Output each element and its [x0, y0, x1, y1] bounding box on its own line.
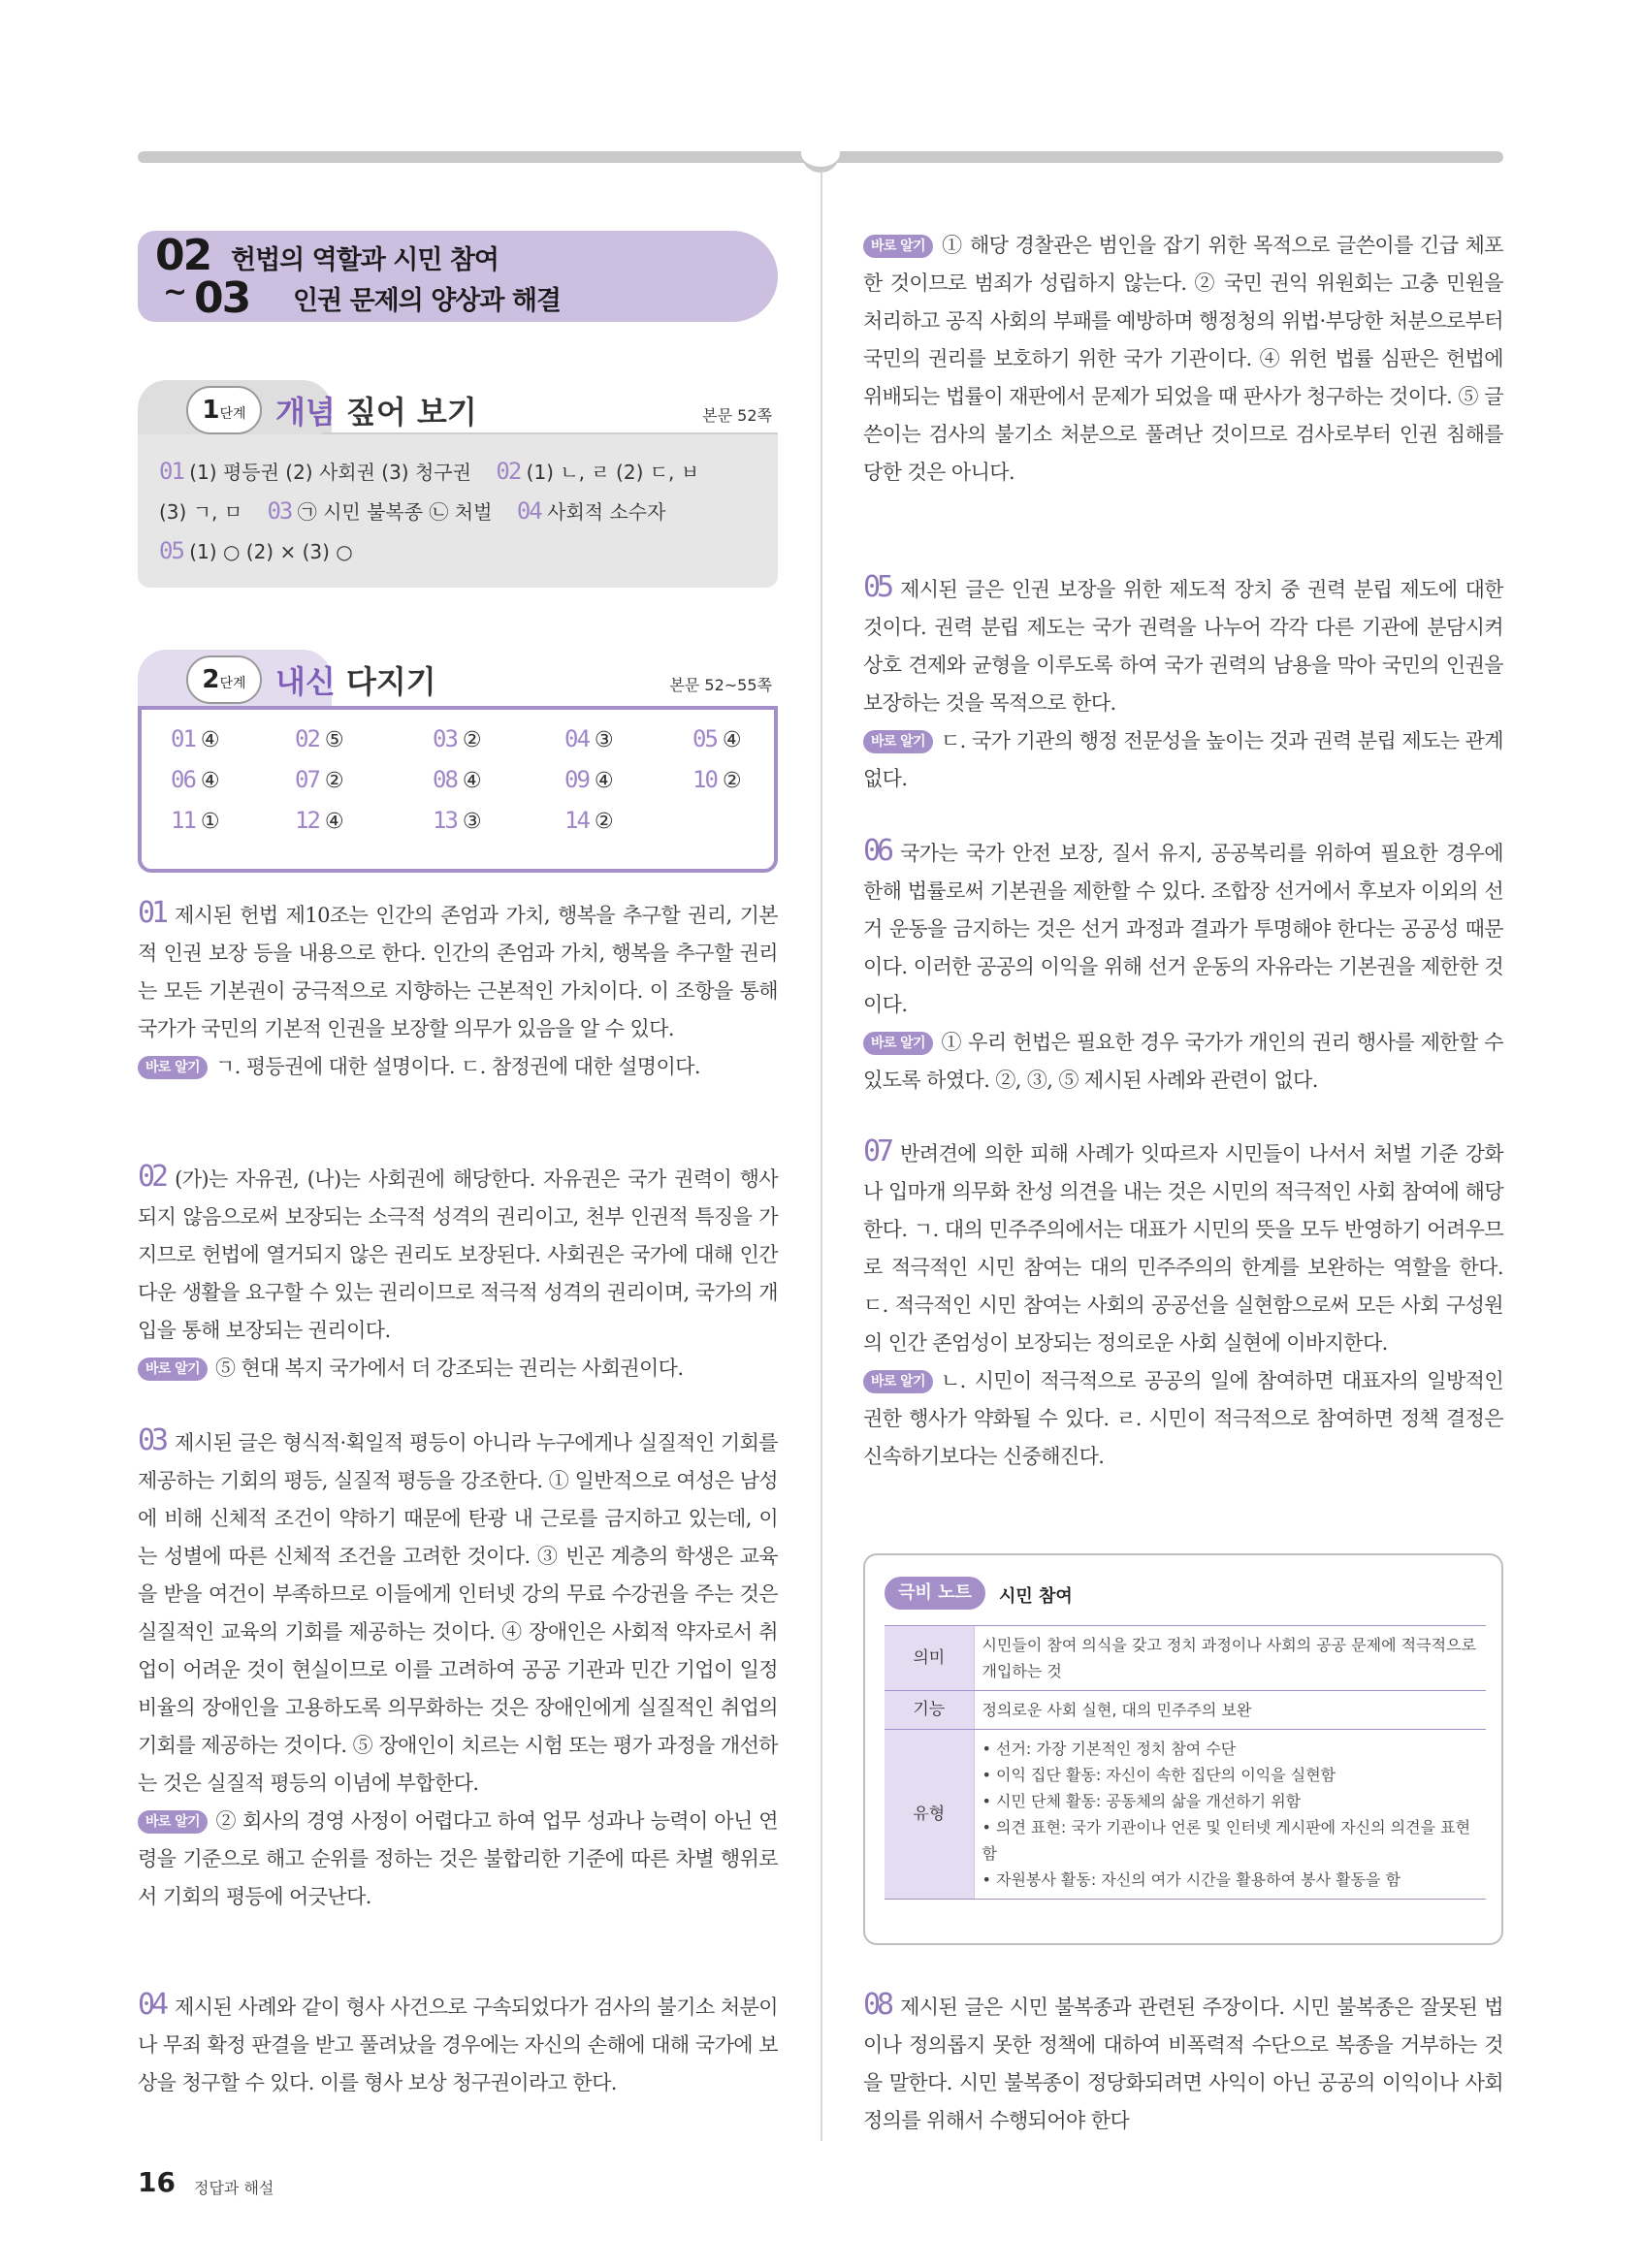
answer-number: 09	[564, 766, 589, 793]
stage1-line-1	[159, 452, 757, 492]
answer-number: 12	[295, 807, 319, 834]
stage2-title: 내신 다지기	[275, 663, 436, 700]
explanation-text: (가)는 자유권, (나)는 사회권에 해당한다. 자유권은 국가 권력이 행사되지 않음으로써 보장되는 소극적 성격의 권리이고, 천부 인권적 특징을 가지므로 헌법에 열거되지 않은 권리도 보장된다. 사회권은 국가에 대해 인간다운 생활을 요구할 수 있는 권리이므로 적극적 성격의 권리이며, 국가의 개입을 통해 보장되는 권리이다.	[138, 1167, 778, 1342]
note-row-meaning	[885, 1626, 1486, 1691]
answer-number: 04	[564, 725, 589, 752]
correction-text: ② 회사의 경영 사정이 어렵다고 하여 업무 성과나 능력이 아닌 연령을 기준으로 해고 순위를 정하는 것은 불합리한 기준에 따른 차별 행위로서 기회의 평등에 어긋난다.	[138, 1809, 778, 1908]
question-number: 01	[138, 896, 166, 930]
answer-grid-row	[171, 766, 772, 807]
stage1-page-ref: 본문 52쪽	[702, 406, 772, 425]
stage1-answers	[138, 434, 778, 588]
answer-cell	[295, 725, 344, 752]
answer-number: 08	[433, 766, 457, 793]
note-title: 시민 참여	[999, 1586, 1073, 1607]
chapter-title-bottom: 인권 문제의 양상과 해결	[293, 286, 562, 316]
explanation-text: 제시된 글은 인권 보장을 위한 제도적 장치 중 권력 분립 제도에 대한 것이다. 권력 분립 제도는 국가 권력을 나누어 각각 다른 기관에 분담시켜 상호 견제와 균형을 이루도록 하여 국가 권력의 남용을 막아 국민의 인권을 보장하는 것을 목적으로 한다.	[863, 578, 1503, 715]
answer-cell	[295, 807, 344, 834]
explanation-text: 국가는 국가 안전 보장, 질서 유지, 공공복리를 위하여 필요한 경우에 한해 법률로써 기본권을 제한할 수 있다. 조합장 선거에서 후보자 이외의 선거 운동을 금지하는 것은 선거 과정과 결과가 투명해야 한다는 공공성 때문이다. 이러한 공공의 이익을 위해 선거 운동의 자유라는 기본권을 제한한 것이다.	[863, 842, 1503, 1016]
answer-choice: ③	[462, 810, 482, 834]
note-row-key: 기능	[885, 1691, 974, 1730]
explanation-text: 제시된 사례와 같이 형사 사건으로 구속되었다가 검사의 불기소 처분이나 무죄 확정 판결을 받고 풀려났을 경우에는 자신의 손해에 대해 국가에 보상을 청구할 수 있다. 이를 형사 보상 청구권이라고 한다.	[138, 1996, 778, 2094]
answer-number: 11	[171, 807, 195, 834]
answer-number: 06	[171, 766, 195, 793]
answer-number: 07	[295, 766, 319, 793]
question-number: 04	[138, 1988, 166, 2022]
correct-know-badge: 바로 알기	[863, 730, 933, 753]
answer-choice: ②	[594, 810, 614, 834]
stage1-concept-review	[138, 380, 778, 588]
answer-text: (1) ㄴ, ㄹ (2) ㄷ, ㅂ	[526, 461, 700, 484]
chapter-header	[138, 231, 778, 322]
note-list-item: • 자원봉사 활동: 자신의 여가 시간을 활용하여 봉사 활동을 함	[982, 1870, 1401, 1889]
question-number: 05	[863, 570, 891, 604]
chapter-tilde: ~	[163, 275, 186, 309]
answer-choice: ④	[594, 769, 614, 793]
secret-note-box	[863, 1553, 1503, 1945]
answer-choice: ②	[722, 769, 742, 793]
top-rule-notch	[801, 147, 840, 173]
explanation-04-continued	[863, 227, 1503, 492]
answer-number: 10	[692, 766, 717, 793]
answer-text: (3) ㄱ, ㅁ	[159, 500, 243, 524]
answer-choice: ②	[324, 769, 344, 793]
note-list-item: • 선거: 가장 기본적인 정치 참여 수단	[982, 1740, 1237, 1758]
note-row-value: 정의로운 사회 실현, 대의 민주주의 보완	[974, 1691, 1486, 1730]
stage1-title: 개념 짚어 보기	[275, 394, 477, 431]
answer-cell	[564, 807, 614, 834]
stage2-level-badge: 2단계	[186, 655, 262, 704]
answer-number: 14	[564, 807, 589, 834]
correct-know-badge: 바로 알기	[138, 1810, 208, 1834]
explanation-02	[138, 1158, 778, 1388]
stage2-page-ref: 본문 52~55쪽	[669, 676, 772, 694]
answer-number: 03	[433, 725, 457, 752]
answer-cell	[433, 725, 482, 752]
explanation-05	[863, 568, 1503, 798]
page-number: 16	[138, 2166, 176, 2198]
answer-choice: ④	[200, 728, 220, 752]
answer-choice: ③	[594, 728, 614, 752]
note-list-item: • 의견 표현: 국가 기관이나 언론 및 인터넷 게시판에 자신의 의견을 표현함	[982, 1818, 1471, 1863]
answer-choice: ②	[462, 728, 482, 752]
note-list-item: • 시민 단체 활동: 공동체의 삶을 개선하기 위함	[982, 1792, 1302, 1810]
question-number: 06	[863, 834, 891, 868]
answer-number: 04	[516, 497, 541, 525]
answer-number: 01	[159, 458, 183, 485]
answer-cell	[692, 725, 742, 752]
question-number: 02	[138, 1160, 166, 1194]
explanation-07	[863, 1133, 1503, 1476]
page-label: 정답과 해설	[194, 2179, 274, 2197]
correct-know-badge: 바로 알기	[863, 1032, 933, 1055]
explanation-04	[138, 1986, 778, 2102]
answer-cell	[564, 725, 614, 752]
explanation-text: 제시된 글은 시민 불복종과 관련된 주장이다. 시민 불복종은 잘못된 법이나 정의롭지 못한 정책에 대하여 비폭력적 수단으로 복종을 거부하는 것을 말한다. 시민 불복종이 정당화되려면 사익이 아닌 공공의 이익이나 사회 정의를 위해서 수행되어야 한다	[863, 1996, 1503, 2132]
answer-choice: ④	[200, 769, 220, 793]
note-badge: 극비 노트	[885, 1577, 985, 1610]
answer-choice: ④	[462, 769, 482, 793]
answer-cell	[692, 766, 742, 793]
answer-cell	[433, 807, 482, 834]
explanation-03	[138, 1421, 778, 1916]
stage2-school-exam	[138, 650, 778, 873]
question-number: 08	[863, 1988, 891, 2022]
explanation-06	[863, 832, 1503, 1100]
answer-number: 01	[171, 725, 195, 752]
answer-text: ㉠ 시민 불복종 ㉡ 처벌	[297, 500, 493, 524]
correction-text: ㄱ. 평등권에 대한 설명이다. ㄷ. 참정권에 대한 설명이다.	[214, 1055, 700, 1078]
note-row-value	[974, 1730, 1486, 1900]
question-number: 07	[863, 1134, 891, 1168]
correct-know-badge: 바로 알기	[138, 1358, 208, 1381]
explanation-text: 반려견에 의한 피해 사례가 잇따르자 시민들이 나서서 처벌 기준 강화나 입마개 의무화 찬성 의견을 내는 것은 시민의 적극적인 사회 참여에 해당한다. ㄱ. 대의 민주주의에서는 대표가 시민의 뜻을 모두 반영하기 어려우므로 적극적인 시민 참여는 대의 민주주의의 한계를 보완하는 역할을 한다. ㄷ. 적극적인 시민 참여는 사회의 공공선을 실현함으로써 모든 사회 구성원의 인간 존엄성이 보장되는 정의로운 사회 실현에 이바지한다.	[863, 1142, 1503, 1355]
explanation-08	[863, 1986, 1503, 2140]
correct-know-badge: 바로 알기	[863, 235, 933, 258]
answer-choice: ④	[324, 810, 344, 834]
answer-number: 05	[692, 725, 717, 752]
chapter-title-top: 헌법의 역할과 시민 참여	[231, 245, 499, 275]
correction-text: ① 우리 헌법은 필요한 경우 국가가 개인의 권리 행사를 제한할 수 있도록 하였다. ②, ③, ⑤ 제시된 사례와 관련이 없다.	[863, 1031, 1503, 1092]
answer-number: 03	[267, 497, 292, 525]
answer-cell	[171, 725, 220, 752]
answer-grid-row	[171, 725, 772, 766]
answer-cell	[433, 766, 482, 793]
stage1-level-badge: 1단계	[186, 386, 262, 434]
note-table	[885, 1625, 1486, 1900]
correct-know-badge: 바로 알기	[138, 1056, 208, 1079]
note-list-item: • 이익 집단 활동: 자신이 속한 집단의 이익을 실현함	[982, 1766, 1336, 1784]
chapter-number-bottom: 03	[194, 273, 250, 323]
answer-number: 13	[433, 807, 457, 834]
stage1-line-2	[159, 492, 757, 531]
note-row-value: 시민들이 참여 의식을 갖고 정치 과정이나 사회의 공공 문제에 적극적으로 개입하는 것	[974, 1626, 1486, 1691]
correction-text: ⑤ 현대 복지 국가에서 더 강조되는 권리는 사회권이다.	[214, 1357, 684, 1380]
answer-choice: ④	[722, 728, 742, 752]
explanation-text: 제시된 글은 형식적·획일적 평등이 아니라 누구에게나 실질적인 기회를 제공하는 기회의 평등, 실질적 평등을 강조한다. ① 일반적으로 여성은 남성에 비해 신체적 조건이 약하기 때문에 탄광 내 근로를 금지하고 있는데, 이는 성별에 따른 신체적 조건을 고려한 것이다. ③ 빈곤 계층의 학생은 교육을 받을 여건이 부족하므로 이들에게 인터넷 강의 무료 수강권을 주는 것은 실질적인 교육의 기회를 제공하는 것이다. ④ 장애인은 사회적 약자로서 취업이 어려운 것이 현실이므로 이를 고려하여 공공 기관과 민간 기업이 일정 비율의 장애인을 고용하도록 의무화하는 것은 장애인에게 실질적인 취업의 기회를 제공하는 것이다. ⑤ 장애인이 치르는 시험 또는 평가 과정을 개선하는 것은 실질적 평등의 이념에 부합한다.	[138, 1431, 778, 1795]
explanation-01	[138, 894, 778, 1086]
answer-cell	[564, 766, 614, 793]
answer-cell	[171, 766, 220, 793]
answer-choice: ①	[200, 810, 220, 834]
stage1-line-3	[159, 531, 757, 571]
answer-text: (1) ○ (2) × (3) ○	[189, 540, 353, 563]
explanation-text: 제시된 헌법 제10조는 인간의 존엄과 가치, 행복을 추구할 권리, 기본적 인권 보장 등을 내용으로 한다. 인간의 존엄과 가치, 행복을 추구할 권리는 모든 기본권이 궁극적으로 지향하는 근본적인 가치이다. 이 조항을 통해 국가가 국민의 기본적 인권을 보장할 의무가 있음을 알 수 있다.	[138, 904, 778, 1040]
answer-number: 02	[496, 458, 521, 485]
stage2-answer-grid	[138, 706, 778, 873]
answer-cell	[295, 766, 344, 793]
chapter-number-top: 02	[155, 231, 211, 280]
note-row-key: 유형	[885, 1730, 974, 1900]
note-row-function	[885, 1691, 1486, 1730]
correction-text: ㄷ. 국가 기관의 행정 전문성을 높이는 것과 권력 분립 제도는 관계없다.	[863, 729, 1503, 790]
question-number: 03	[138, 1423, 166, 1457]
answer-grid	[171, 725, 772, 847]
note-row-key: 의미	[885, 1626, 974, 1691]
answer-grid-row	[171, 807, 772, 847]
correct-know-badge: 바로 알기	[863, 1370, 933, 1393]
correction-text: ① 해당 경찰관은 범인을 잡기 위한 목적으로 글쓴이를 긴급 체포한 것이므로 범죄가 성립하지 않는다. ② 국민 권익 위원회는 고충 민원을 처리하고 공직 사회의 부패를 예방하며 행정청의 위법·부당한 처분으로부터 국민의 권리를 보호하기 위한 국가 기관이다. ④ 위헌 법률 심판은 헌법에 위배되는 법률이 재판에서 문제가 되었을 때 판사가 청구하는 것이다. ⑤ 글쓴이는 검사의 불기소 처분으로 풀려난 것이므로 검사로부터 인권 침해를 당한 것은 아니다.	[863, 234, 1503, 484]
column-divider	[821, 173, 822, 2141]
answer-text: 사회적 소수자	[547, 500, 666, 524]
correction-text: ㄴ. 시민이 적극적으로 공공의 일에 참여하면 대표자의 일방적인 권한 행사가 약화될 수 있다. ㄹ. 시민이 적극적으로 참여하면 정책 결정은 신속하기보다는 신중해진다.	[863, 1369, 1503, 1468]
note-row-types	[885, 1730, 1486, 1900]
answer-cell	[171, 807, 220, 834]
answer-choice: ⑤	[324, 728, 344, 752]
answer-text: (1) 평등권 (2) 사회권 (3) 청구권	[189, 461, 471, 484]
answer-number: 02	[295, 725, 319, 752]
answer-number: 05	[159, 537, 183, 564]
